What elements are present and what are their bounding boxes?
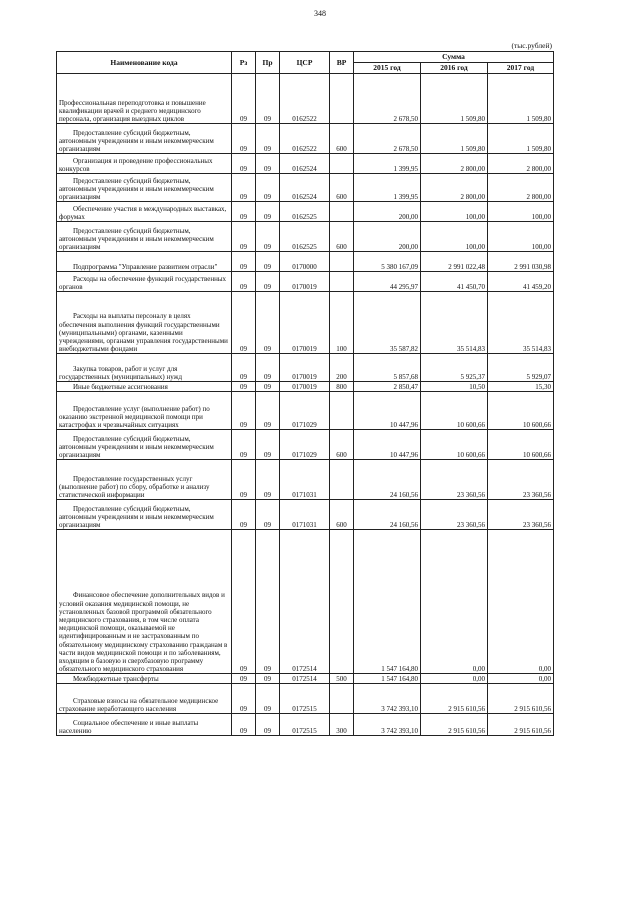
row-vr	[330, 530, 354, 674]
row-pr: 09	[256, 500, 280, 530]
header-sum: Сумма	[354, 52, 554, 63]
row-vr: 600	[330, 500, 354, 530]
row-2015: 1 399,95	[354, 174, 421, 202]
row-pr: 09	[256, 430, 280, 460]
row-2016: 2 991 022,48	[421, 252, 488, 272]
row-name: Иные бюджетные ассигнования	[57, 382, 232, 392]
row-2017: 5 929,07	[488, 354, 554, 382]
table-row	[57, 354, 554, 382]
row-csr: 0162522	[280, 124, 330, 154]
row-pr: 09	[256, 272, 280, 292]
row-2017: 2 800,00	[488, 174, 554, 202]
row-name: Организация и проведение профессиональных конкурсов	[57, 154, 232, 174]
row-2016: 1 509,80	[421, 124, 488, 154]
row-vr	[330, 252, 354, 272]
row-2017: 2 991 030,98	[488, 252, 554, 272]
row-name: Социальное обеспечение и иные выплаты населению	[57, 714, 232, 736]
row-rz: 09	[232, 382, 256, 392]
row-name: Подпрограмма "Управление развитием отрасли"	[57, 252, 232, 272]
table-row	[57, 392, 554, 430]
table-row	[57, 252, 554, 272]
row-2015: 24 160,56	[354, 500, 421, 530]
page-number: 348	[314, 9, 326, 18]
row-2015: 10 447,96	[354, 430, 421, 460]
row-pr: 09	[256, 684, 280, 714]
row-rz: 09	[232, 500, 256, 530]
row-vr	[330, 202, 354, 222]
row-rz: 09	[232, 530, 256, 674]
row-name: Предоставление государственных услуг (выполнение работ) по сбору, обработке и анализу статистической информации	[57, 460, 232, 500]
row-2015: 200,00	[354, 222, 421, 252]
row-2016: 23 360,56	[421, 460, 488, 500]
row-2015: 5 380 167,09	[354, 252, 421, 272]
row-2016: 0,00	[421, 674, 488, 684]
row-name: Предоставление субсидий бюджетным, автономным учреждениям и иным некоммерческим организациям	[57, 222, 232, 252]
row-vr: 100	[330, 292, 354, 354]
row-2015: 200,00	[354, 202, 421, 222]
row-pr: 09	[256, 252, 280, 272]
row-csr: 0170000	[280, 252, 330, 272]
table-row	[57, 124, 554, 154]
row-name: Предоставление субсидий бюджетным, автономным учреждениям и иным некоммерческим организациям	[57, 124, 232, 154]
row-2017: 10 600,66	[488, 392, 554, 430]
row-2017: 23 360,56	[488, 460, 554, 500]
row-vr	[330, 392, 354, 430]
row-2015: 5 857,68	[354, 354, 421, 382]
row-2015: 44 295,97	[354, 272, 421, 292]
row-rz: 09	[232, 392, 256, 430]
table-row	[57, 154, 554, 174]
row-2015: 1 547 164,80	[354, 674, 421, 684]
row-2016: 0,00	[421, 530, 488, 674]
row-rz: 09	[232, 222, 256, 252]
row-2016: 35 514,83	[421, 292, 488, 354]
table-row	[57, 222, 554, 252]
table-row	[57, 460, 554, 500]
row-name: Финансовое обеспечение дополнительных видов и условий оказания медицинской помощи, не установленных базовой программой обязательного медицинского страхования, в том числе оплата медицинской помощи, оказываемой не идентифицированным и не застрахованным по обязательному медицинскому страхованию гражданам в части видов медицинской помощи и по заболеваниям, входящим в базовую и сверхбазовую программу обязательного медицинского страхования	[57, 530, 232, 674]
header-name: Наименование кода	[57, 52, 232, 74]
row-csr: 0172514	[280, 674, 330, 684]
row-csr: 0162522	[280, 74, 330, 124]
row-csr: 0170019	[280, 292, 330, 354]
row-vr: 600	[330, 430, 354, 460]
row-2017: 100,00	[488, 202, 554, 222]
row-rz: 09	[232, 460, 256, 500]
row-2016: 23 360,56	[421, 500, 488, 530]
row-2015: 1 399,95	[354, 154, 421, 174]
row-csr: 0162524	[280, 154, 330, 174]
row-name: Расходы на обеспечение функций государственных органов	[57, 272, 232, 292]
row-pr: 09	[256, 124, 280, 154]
header-2016: 2016 год	[421, 63, 488, 74]
row-rz: 09	[232, 430, 256, 460]
row-rz: 09	[232, 272, 256, 292]
row-rz: 09	[232, 174, 256, 202]
table-row	[57, 74, 554, 124]
row-vr: 500	[330, 674, 354, 684]
row-2017: 2 915 610,56	[488, 714, 554, 736]
row-vr	[330, 272, 354, 292]
row-2015: 3 742 393,10	[354, 714, 421, 736]
row-2017: 0,00	[488, 530, 554, 674]
row-pr: 09	[256, 674, 280, 684]
row-vr: 200	[330, 354, 354, 382]
row-2016: 10 600,66	[421, 430, 488, 460]
row-csr: 0170019	[280, 382, 330, 392]
row-2015: 3 742 393,10	[354, 684, 421, 714]
row-2015: 35 587,82	[354, 292, 421, 354]
row-csr: 0171029	[280, 392, 330, 430]
row-2016: 100,00	[421, 202, 488, 222]
row-csr: 0172514	[280, 530, 330, 674]
row-csr: 0162525	[280, 222, 330, 252]
row-csr: 0171031	[280, 500, 330, 530]
row-vr: 800	[330, 382, 354, 392]
row-name: Расходы на выплаты персоналу в целях обеспечения выполнения функций государственными (муниципальными) органами, казенными учреждениями, органами управления государственными внебюджетными фондами	[57, 292, 232, 354]
row-2015: 2 850,47	[354, 382, 421, 392]
row-rz: 09	[232, 202, 256, 222]
row-pr: 09	[256, 292, 280, 354]
row-name: Предоставление субсидий бюджетным, автономным учреждениям и иным некоммерческим организациям	[57, 500, 232, 530]
table-row	[57, 272, 554, 292]
row-2017: 2 800,00	[488, 154, 554, 174]
row-2017: 2 915 610,56	[488, 684, 554, 714]
row-2016: 2 800,00	[421, 174, 488, 202]
row-name: Предоставление субсидий бюджетным, автономным учреждениям и иным некоммерческим организациям	[57, 430, 232, 460]
row-pr: 09	[256, 392, 280, 430]
row-2015: 10 447,96	[354, 392, 421, 430]
row-vr	[330, 460, 354, 500]
row-2017: 1 509,80	[488, 124, 554, 154]
header-2017: 2017 год	[488, 63, 554, 74]
row-csr: 0171029	[280, 430, 330, 460]
row-2016: 10,50	[421, 382, 488, 392]
row-2015: 2 678,50	[354, 74, 421, 124]
row-2015: 2 678,50	[354, 124, 421, 154]
row-2017: 10 600,66	[488, 430, 554, 460]
row-vr: 600	[330, 174, 354, 202]
row-2017: 35 514,83	[488, 292, 554, 354]
row-2017: 41 459,20	[488, 272, 554, 292]
budget-table	[56, 51, 554, 736]
row-name: Предоставление услуг (выполнение работ) по оказанию экстренной медицинской помощи при катастрофах и чрезвычайных ситуациях	[57, 392, 232, 430]
row-rz: 09	[232, 684, 256, 714]
row-csr: 0172515	[280, 684, 330, 714]
row-csr: 0170019	[280, 272, 330, 292]
row-name: Обеспечение участия в международных выставках, форумах	[57, 202, 232, 222]
row-pr: 09	[256, 174, 280, 202]
row-2017: 15,30	[488, 382, 554, 392]
units-label: (тыс.рублей)	[511, 41, 552, 50]
row-rz: 09	[232, 74, 256, 124]
row-2016: 1 509,80	[421, 74, 488, 124]
row-name: Страховые взносы на обязательное медицинское страхование неработающего населения	[57, 684, 232, 714]
row-pr: 09	[256, 382, 280, 392]
header-vr: ВР	[330, 52, 354, 74]
header-pr: Пр	[256, 52, 280, 74]
table-row	[57, 382, 554, 392]
row-vr	[330, 684, 354, 714]
row-name: Межбюджетные трансферты	[57, 674, 232, 684]
row-2015: 1 547 164,80	[354, 530, 421, 674]
table-row	[57, 674, 554, 684]
row-2016: 2 915 610,56	[421, 714, 488, 736]
row-pr: 09	[256, 154, 280, 174]
row-2017: 100,00	[488, 222, 554, 252]
table-row	[57, 292, 554, 354]
row-pr: 09	[256, 202, 280, 222]
row-2017: 1 509,80	[488, 74, 554, 124]
row-2016: 41 450,70	[421, 272, 488, 292]
row-csr: 0162524	[280, 174, 330, 202]
row-pr: 09	[256, 460, 280, 500]
table-row	[57, 500, 554, 530]
row-rz: 09	[232, 674, 256, 684]
row-vr: 600	[330, 124, 354, 154]
row-2017: 23 360,56	[488, 500, 554, 530]
row-name: Профессиональная переподготовка и повышение квалификации врачей и среднего медицинского персонала, организация выездных циклов	[57, 74, 232, 124]
row-pr: 09	[256, 354, 280, 382]
row-vr	[330, 154, 354, 174]
row-2015: 24 160,56	[354, 460, 421, 500]
header-rz: Рз	[232, 52, 256, 74]
row-name: Закупка товаров, работ и услуг для государственных (муниципальных) нужд	[57, 354, 232, 382]
row-2016: 10 600,66	[421, 392, 488, 430]
row-rz: 09	[232, 714, 256, 736]
row-csr: 0171031	[280, 460, 330, 500]
row-2016: 2 915 610,56	[421, 684, 488, 714]
row-2017: 0,00	[488, 674, 554, 684]
table-row	[57, 174, 554, 202]
row-2016: 2 800,00	[421, 154, 488, 174]
table-row	[57, 530, 554, 674]
row-vr: 300	[330, 714, 354, 736]
table-row	[57, 202, 554, 222]
header-csr: ЦСР	[280, 52, 330, 74]
table-row	[57, 430, 554, 460]
row-rz: 09	[232, 154, 256, 174]
row-rz: 09	[232, 124, 256, 154]
row-rz: 09	[232, 292, 256, 354]
row-2016: 5 925,37	[421, 354, 488, 382]
row-csr: 0162525	[280, 202, 330, 222]
row-pr: 09	[256, 530, 280, 674]
row-name: Предоставление субсидий бюджетным, автономным учреждениям и иным некоммерческим организациям	[57, 174, 232, 202]
table-row	[57, 714, 554, 736]
row-rz: 09	[232, 354, 256, 382]
row-vr	[330, 74, 354, 124]
row-rz: 09	[232, 252, 256, 272]
row-pr: 09	[256, 714, 280, 736]
row-pr: 09	[256, 222, 280, 252]
row-2016: 100,00	[421, 222, 488, 252]
table-row	[57, 684, 554, 714]
header-2015: 2015 год	[354, 63, 421, 74]
row-vr: 600	[330, 222, 354, 252]
row-pr: 09	[256, 74, 280, 124]
row-csr: 0172515	[280, 714, 330, 736]
row-csr: 0170019	[280, 354, 330, 382]
